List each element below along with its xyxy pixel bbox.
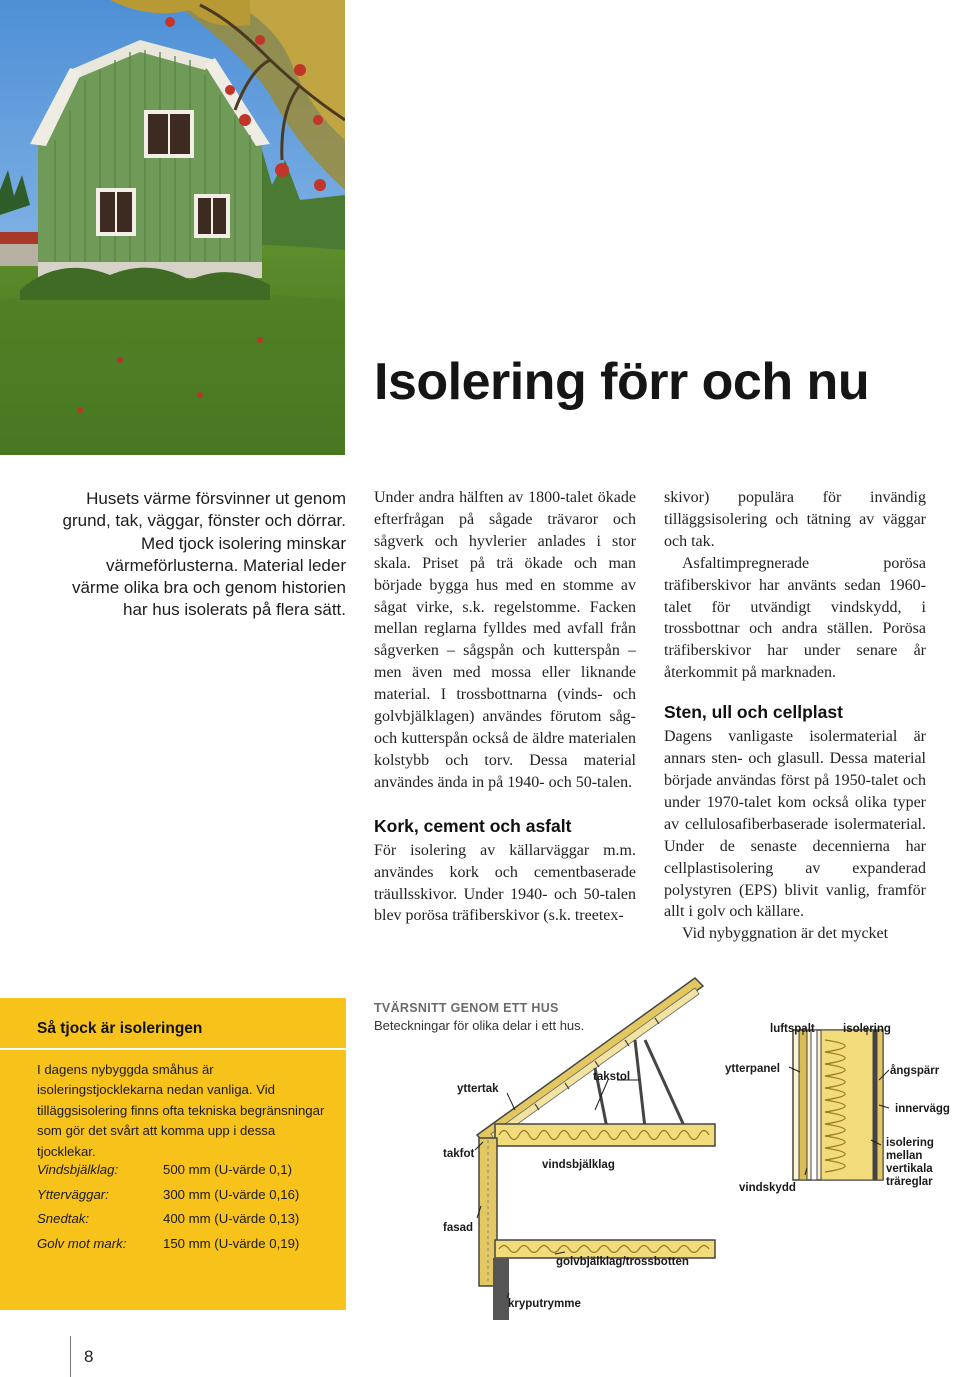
diagram-subtitle: Beteckningar för olika delar i ett hus. [374,1018,585,1033]
label-isolering-mellan: isolering mellan vertikala träreglar [886,1137,934,1188]
thickness-value: 300 mm (U-värde 0,16) [163,1186,300,1202]
label-takfot: takfot [443,1148,475,1160]
list-item [37,1211,337,1236]
list-item [37,1187,337,1212]
col3-paragraph-4: Vid nybyggnation är det mycket [682,925,889,943]
thickness-label: Vindsbjälklag: [37,1162,119,1177]
heading-kork-cement-asfalt: Kork, cement och asfalt [374,815,572,836]
foundation-plinth [493,1258,509,1320]
thickness-value: 500 mm (U-värde 0,1) [163,1162,292,1177]
intro-text: Husets värme försvinner ut genom grund, tak, väggar, fönster och dörrar. Med tjock isolering minskar värmeförlusterna. Material leder värme olika bra och genom historien har hus isolerats på flera sätt. [62,489,346,620]
col2-paragraph-1: Under andra hälften av 1800-talet ökade efterfrågan på sågade trävaror och sågverk och hyvlerier anlades i stor skala. Priset på trä ökade och man började bygga hus med en stomme av sågat virke, s.k. regelstomme. Facken mellan reglarna fylldes med avfall från sågverken – sågspån och kutterspån – men även med mossa eller liknande material. I trossbottnarna (vinds- och golvbjälklagen) användes förutom såg- och kutterspån också de äldre materialen kolstybb och torv. Dessa material användes ända in på 1940- och 50-talen. [374,489,636,791]
house-illustration [0,0,345,455]
thickness-value: 150 mm (U-värde 0,19) [163,1236,300,1252]
label-luftspalt: luftspalt [770,1023,815,1035]
label-vindskydd: vindskydd [739,1182,796,1194]
page-title: Isolering förr och nu [374,353,870,411]
thickness-list [37,1162,337,1261]
label-fasad: fasad [443,1222,474,1234]
infobox-text: I dagens nybyggda småhus är isoleringstjocklekarna nedan vanliga. Vid tilläggsisolering finns ofta tekniska begränsningar som gör det svårt att komma upp i dessa tjocklekar. [37,1062,325,1159]
label-innervagg: innervägg [895,1103,950,1115]
body-column-2 [374,487,636,927]
thickness-label: Snedtak: [37,1211,90,1227]
page-number: 8 [84,1347,94,1366]
list-item [37,1236,337,1261]
page-number-rule [70,1336,71,1377]
thickness-value: 400 mm (U-värde 0,13) [163,1211,300,1227]
diagram-kicker: TVÄRSNITT GENOM ETT HUS [374,1001,559,1015]
label-takstol: takstol [593,1071,631,1083]
label-vindsbjalklag: vindsbjälklag [542,1159,615,1171]
col3-paragraph-1: skivor) populära för invändig tilläggsisolering och tätning av väggar och tak. [664,489,926,550]
label-golvbjalklag: golvbjälklag/trossbotten [556,1256,689,1268]
col3-paragraph-2: Asfaltimpregnerade porösa träfiberskivor har använts sedan 1960-talet för utvändigt vindskydd, i trossbottnar och andra ställen. Porösa träfiberskivor har under senare år återkommit på marknaden. [664,554,926,682]
col3-paragraph-3: Dagens vanligaste isolermaterial är annars sten- och glasull. Dessa material började användas först på 1950-talet och under 1970-talet kom också olika typer av cellulosafiberbaserade isolermaterial. Under de senaste decennierna har cellplastisolering av expanderad polystyren (EPS) blivit vanlig, framför allt i golv och källare. [664,728,926,921]
house-photo [0,0,345,455]
heading-sten-ull-cellplast: Sten, ull och cellplast [664,702,843,723]
attic-insulation [495,1124,715,1146]
label-yttertak: yttertak [457,1083,499,1095]
infobox-title: Så tjock är isoleringen [37,1020,203,1037]
thickness-label: Golv mot mark: [37,1236,127,1252]
label-angsparr: ångspärr [890,1065,940,1077]
label-ytterpanel: ytterpanel [725,1063,780,1075]
thickness-label: Ytterväggar: [37,1186,109,1202]
list-item [37,1162,337,1187]
body-column-3 [664,487,926,945]
insulation-info-box [0,998,346,1310]
label-kryputrymme: kryputrymme [508,1298,581,1310]
label-isolering: isolering [843,1023,891,1035]
col2-paragraph-2: För isolering av källarväggar m.m. användes kork och cementbaserade träullsskivor. Under 1940- och 50-talen blev porösa träfiberskivor (s.k. treetex- [374,841,636,925]
infobox-divider [0,1048,346,1050]
